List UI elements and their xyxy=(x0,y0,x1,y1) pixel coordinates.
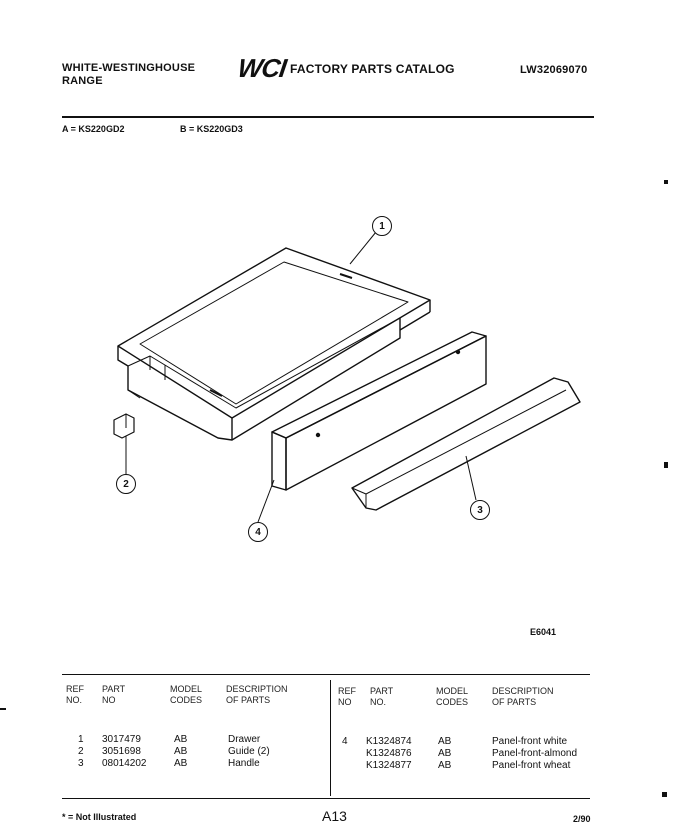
left-row-2-part: 3051698 xyxy=(102,746,141,757)
callout-4: 4 xyxy=(248,522,268,542)
brand-line2: RANGE xyxy=(62,75,103,87)
right-row-3-part: K1324877 xyxy=(366,760,412,771)
right-part-header-1: PART xyxy=(370,686,394,696)
right-desc-header-2: OF PARTS xyxy=(492,697,537,707)
left-row-1-ref: 1 xyxy=(78,734,84,745)
left-row-2-ref: 2 xyxy=(78,746,84,757)
left-part-header-2: NO xyxy=(102,695,116,705)
left-row-1-desc: Drawer xyxy=(228,734,261,745)
right-row-1-desc: Panel-front white xyxy=(492,736,568,747)
left-desc-header-2: OF PARTS xyxy=(226,695,271,705)
scan-speck xyxy=(664,180,668,184)
figure-code: E6041 xyxy=(530,627,557,637)
left-row-1-model: AB xyxy=(174,734,188,745)
left-row-3-model: AB xyxy=(174,758,188,769)
right-model-header-1: MODEL xyxy=(436,686,469,696)
panel-part xyxy=(272,332,486,490)
drawer-part xyxy=(118,248,430,440)
right-part-header-2: NO. xyxy=(370,697,387,707)
catalog-date: 2/90 xyxy=(573,814,591,824)
brand-line1: WHITE-WESTINGHOUSE xyxy=(62,62,196,74)
right-row-1-ref: 4 xyxy=(342,736,348,747)
callout-3: 3 xyxy=(470,500,490,520)
table-top-rule xyxy=(62,674,590,675)
right-row-3-model: AB xyxy=(438,760,452,771)
model-a: A = KS220GD2 xyxy=(62,124,125,134)
right-row-2-part: K1324876 xyxy=(366,748,412,759)
scan-speck xyxy=(0,708,6,710)
left-desc-header-1: DESCRIPTION xyxy=(226,684,288,694)
left-row-3-ref: 3 xyxy=(78,758,84,769)
callout-1: 1 xyxy=(372,216,392,236)
table-divider xyxy=(330,680,331,796)
left-model-header-1: MODEL xyxy=(170,684,203,694)
left-row-2-desc: Guide (2) xyxy=(228,746,270,757)
right-row-1-model: AB xyxy=(438,736,452,747)
table-bottom-rule xyxy=(62,798,590,799)
left-row-3-part: 08014202 xyxy=(102,758,147,769)
not-illustrated-note: * = Not Illustrated xyxy=(62,812,137,822)
right-row-3-desc: Panel-front wheat xyxy=(492,760,571,771)
right-row-2-model: AB xyxy=(438,748,452,759)
scan-speck xyxy=(662,792,667,797)
left-row-3-desc: Handle xyxy=(228,758,260,769)
left-ref-header-1: REF xyxy=(66,684,84,694)
left-row-1-part: 3017479 xyxy=(102,734,141,745)
wci-logo: WCI xyxy=(235,53,288,83)
left-row-2-model: AB xyxy=(174,746,188,757)
left-model-header-2: CODES xyxy=(170,695,203,705)
right-desc-header-1: DESCRIPTION xyxy=(492,686,554,696)
right-ref-header-1: REF xyxy=(338,686,356,696)
right-row-1-part: K1324874 xyxy=(366,736,412,747)
right-row-2-desc: Panel-front-almond xyxy=(492,748,578,759)
callout-2: 2 xyxy=(116,474,136,494)
scan-speck xyxy=(664,462,668,468)
catalog-number: LW32069070 xyxy=(520,64,588,76)
right-model-header-2: CODES xyxy=(436,697,469,707)
left-part-header-1: PART xyxy=(102,684,126,694)
right-ref-header-2: NO xyxy=(338,697,352,707)
catalog-title: FACTORY PARTS CATALOG xyxy=(290,62,455,76)
left-ref-header-2: NO. xyxy=(66,695,83,705)
handle-part xyxy=(352,378,580,510)
model-b: B = KS220GD3 xyxy=(180,124,243,134)
guide-part xyxy=(114,414,134,438)
page-number: A13 xyxy=(322,808,347,824)
